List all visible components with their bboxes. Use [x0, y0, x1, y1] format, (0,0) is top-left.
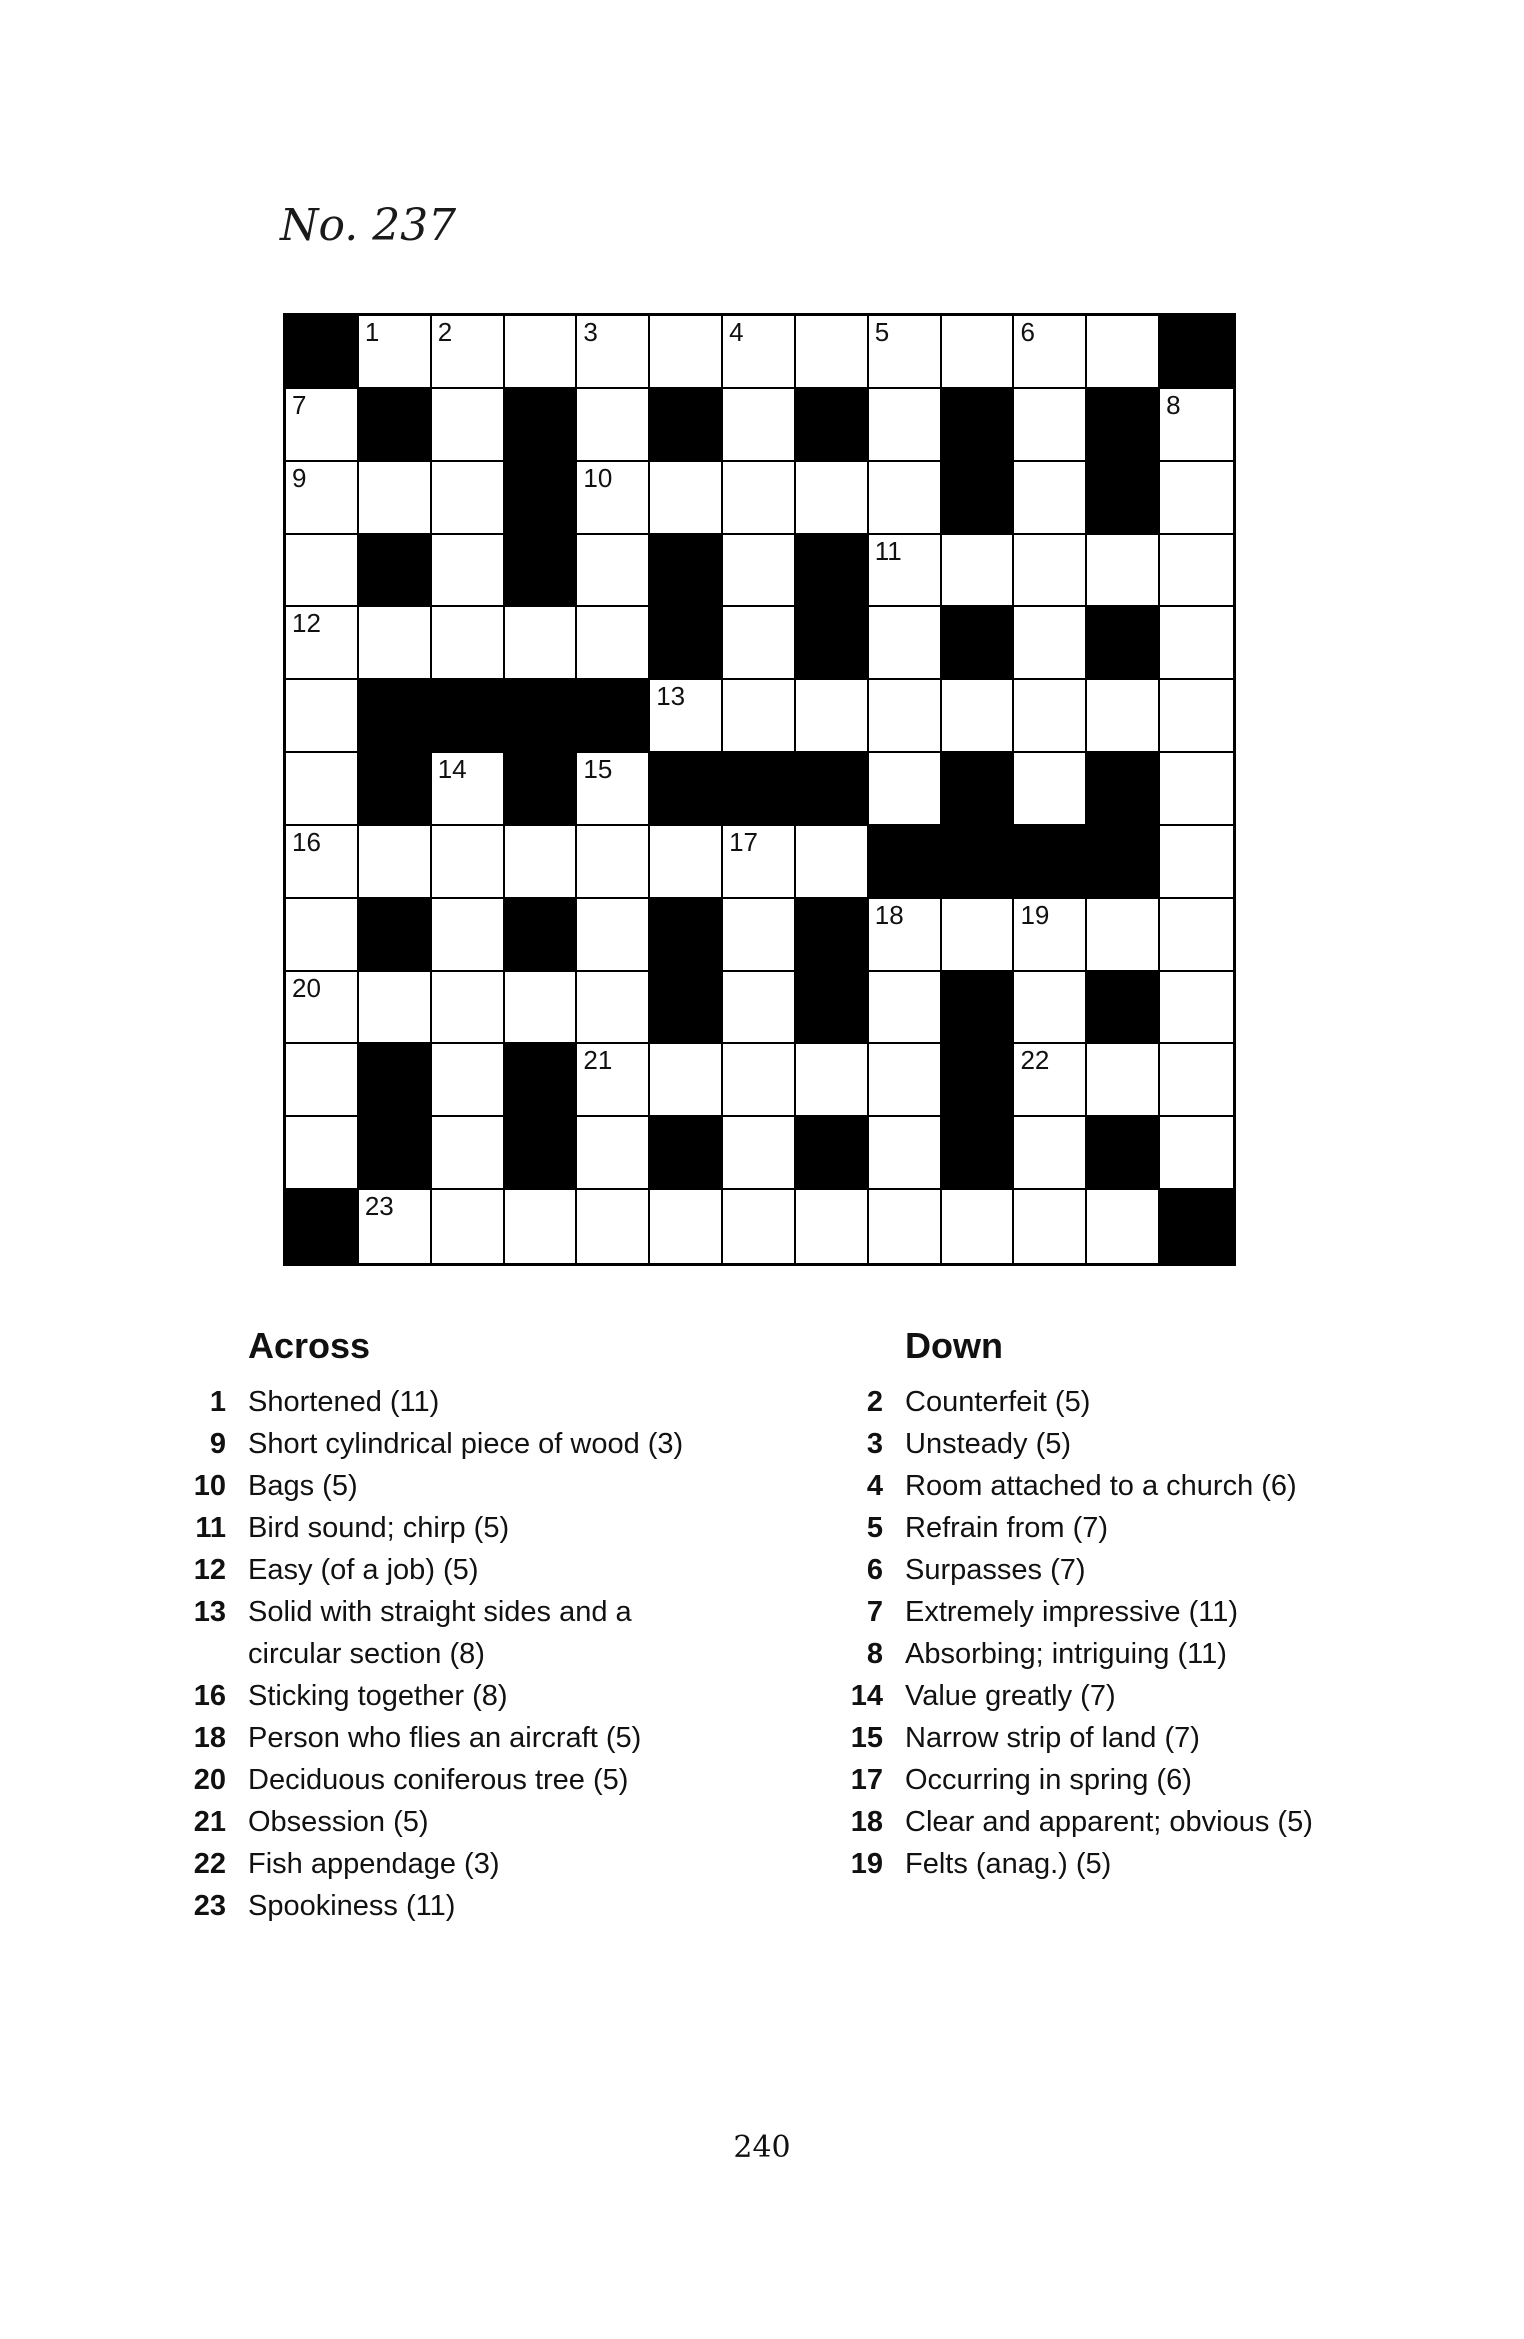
grid-cell[interactable] [723, 462, 796, 535]
clue-number: 10 [583, 462, 613, 493]
grid-cell[interactable] [1160, 389, 1233, 462]
clue-number: 1 [209, 1386, 226, 1418]
block-cell [796, 899, 869, 972]
grid-cell[interactable] [1087, 1044, 1160, 1117]
grid-cell[interactable] [286, 389, 359, 462]
block-cell [1160, 1190, 1233, 1263]
grid-cell[interactable] [796, 826, 869, 899]
grid-cell[interactable] [723, 972, 796, 1045]
clue-number: 16 [292, 826, 321, 857]
block-cell [505, 753, 578, 826]
clue-number: 7 [292, 389, 307, 420]
clue-number: 19 [1020, 899, 1050, 930]
clue-text: Shortened (11) [248, 1386, 440, 1418]
clue-number: 16 [193, 1680, 226, 1712]
grid-cell[interactable] [432, 462, 505, 535]
down-clue [837, 1423, 1357, 1465]
clue-number: 20 [193, 1764, 226, 1796]
grid-cell[interactable] [942, 535, 1015, 608]
grid-cell[interactable] [723, 899, 796, 972]
clue-text: Unsteady (5) [905, 1428, 1072, 1460]
grid-cell[interactable] [1160, 753, 1233, 826]
grid-cell[interactable] [577, 899, 650, 972]
block-cell [359, 899, 432, 972]
clue-number: 3 [583, 317, 598, 347]
grid-cell[interactable] [1160, 462, 1233, 535]
clue-text: Sticking together (8) [248, 1680, 508, 1712]
clue-number: 23 [193, 1890, 226, 1922]
clue-text: Spookiness (11) [248, 1890, 456, 1922]
block-cell [1087, 972, 1160, 1045]
down-clue [837, 1591, 1357, 1633]
grid-cell[interactable] [869, 1117, 942, 1190]
clue-text: Felts (anag.) (5) [905, 1848, 1112, 1880]
grid-cell[interactable] [942, 316, 1015, 389]
across-clue [180, 1381, 740, 1423]
grid-cell[interactable] [1014, 899, 1087, 972]
grid-cell[interactable] [1014, 753, 1087, 826]
clue-number: 6 [1020, 317, 1035, 347]
clue-text: Occurring in spring (6) [905, 1764, 1192, 1796]
grid-cell[interactable] [359, 972, 432, 1045]
clue-text: Absorbing; intriguing (11) [905, 1638, 1227, 1670]
grid-cell[interactable] [577, 535, 650, 608]
clue-text: Narrow strip of land (7) [905, 1722, 1200, 1754]
clue-number: 4 [729, 317, 744, 347]
down-clue [837, 1801, 1357, 1843]
grid-cell[interactable] [505, 972, 578, 1045]
down-clue [837, 1381, 1357, 1423]
block-cell [1160, 316, 1233, 389]
grid-cell[interactable] [723, 1044, 796, 1117]
grid-cell[interactable] [505, 1190, 578, 1263]
block-cell [942, 1044, 1015, 1117]
clue-number: 14 [437, 754, 467, 785]
block-cell [286, 1190, 359, 1263]
block-cell [650, 972, 723, 1045]
grid-cell[interactable] [1160, 826, 1233, 899]
grid-cell[interactable] [869, 316, 942, 389]
grid-cell[interactable] [723, 316, 796, 389]
clue-text: Deciduous coniferous tree (5) [248, 1764, 629, 1796]
block-cell [505, 1117, 578, 1190]
grid-cell[interactable] [796, 1190, 869, 1263]
grid-cell[interactable] [577, 1117, 650, 1190]
grid-cell[interactable] [650, 316, 723, 389]
grid-cell[interactable] [577, 826, 650, 899]
grid-cell[interactable] [1014, 1044, 1087, 1117]
down-clue [837, 1717, 1357, 1759]
down-clue [837, 1759, 1357, 1801]
block-cell [286, 316, 359, 389]
clue-number: 21 [583, 1045, 613, 1076]
grid-cell[interactable] [942, 680, 1015, 753]
clue-text: Value greatly (7) [905, 1680, 1116, 1712]
page-number: 240 [733, 2130, 791, 2165]
grid-cell[interactable] [432, 1190, 505, 1263]
grid-cell[interactable] [869, 389, 942, 462]
grid-cell[interactable] [869, 753, 942, 826]
grid-cell[interactable] [723, 1190, 796, 1263]
clue-number: 23 [364, 1191, 394, 1222]
grid-cell[interactable] [432, 1044, 505, 1117]
down-clue [837, 1843, 1357, 1885]
across-clue [180, 1801, 740, 1843]
grid-cell[interactable] [650, 462, 723, 535]
clue-text: Room attached to a church (6) [905, 1470, 1297, 1502]
grid-cell[interactable] [869, 462, 942, 535]
grid-cell[interactable] [1014, 535, 1087, 608]
grid-cell[interactable] [359, 316, 432, 389]
grid-cell[interactable] [650, 680, 723, 753]
grid-cell[interactable] [723, 607, 796, 680]
grid-cell[interactable] [286, 753, 359, 826]
clue-text: Fish appendage (3) [248, 1848, 500, 1880]
clue-number: 7 [866, 1596, 883, 1628]
clue-number: 12 [193, 1554, 226, 1586]
clue-text: Surpasses (7) [905, 1554, 1086, 1586]
block-cell [650, 535, 723, 608]
grid-cell[interactable] [1014, 607, 1087, 680]
clue-text: Counterfeit (5) [905, 1386, 1091, 1418]
block-cell [723, 753, 796, 826]
clue-number: 15 [583, 754, 613, 785]
clue-number: 22 [193, 1848, 226, 1880]
block-cell [650, 899, 723, 972]
clue-number: 6 [866, 1554, 883, 1586]
block-cell [505, 899, 578, 972]
across-clue [180, 1465, 740, 1507]
clue-number: 15 [850, 1722, 883, 1754]
grid-cell[interactable] [359, 826, 432, 899]
grid-cell[interactable] [577, 1190, 650, 1263]
grid-cell[interactable] [942, 899, 1015, 972]
grid-cell[interactable] [869, 535, 942, 608]
grid-cell[interactable] [577, 462, 650, 535]
clue-number: 20 [292, 972, 321, 1003]
grid-cell[interactable] [286, 826, 359, 899]
clue-number: 1 [364, 317, 380, 347]
block-cell [359, 535, 432, 608]
clue-number: 11 [874, 535, 902, 566]
block-cell [359, 753, 432, 826]
grid-cell[interactable] [577, 753, 650, 826]
grid-cell[interactable] [650, 1044, 723, 1117]
grid-cell[interactable] [723, 680, 796, 753]
crossword-grid [283, 313, 1236, 1266]
clue-number: 5 [866, 1512, 883, 1544]
block-cell [359, 389, 432, 462]
down-heading: Down [905, 1325, 1003, 1366]
block-cell [650, 389, 723, 462]
block-cell [796, 535, 869, 608]
grid-cell[interactable] [1014, 389, 1087, 462]
clue-number: 18 [193, 1722, 226, 1754]
grid-cell[interactable] [432, 607, 505, 680]
grid-cell[interactable] [723, 826, 796, 899]
grid-cell[interactable] [1160, 1044, 1233, 1117]
grid-cell[interactable] [577, 316, 650, 389]
block-cell [505, 462, 578, 535]
clue-text: Extremely impressive (11) [905, 1596, 1239, 1628]
grid-cell[interactable] [1014, 316, 1087, 389]
grid-cell[interactable] [869, 1044, 942, 1117]
block-cell [1087, 826, 1160, 899]
grid-cell[interactable] [1160, 899, 1233, 972]
grid-cell[interactable] [286, 899, 359, 972]
block-cell [1087, 607, 1160, 680]
block-cell [942, 389, 1015, 462]
clue-number: 19 [850, 1848, 883, 1880]
block-cell [796, 607, 869, 680]
down-clue [837, 1507, 1357, 1549]
grid-cell[interactable] [359, 1190, 432, 1263]
block-cell [869, 826, 942, 899]
across-clue [180, 1507, 740, 1549]
clue-number [180, 1633, 226, 1675]
grid-cell[interactable] [286, 462, 359, 535]
grid-cell[interactable] [650, 1190, 723, 1263]
down-clue [837, 1633, 1357, 1675]
block-cell [577, 680, 650, 753]
down-clue [837, 1465, 1357, 1507]
grid-cell[interactable] [286, 1044, 359, 1117]
block-cell [796, 972, 869, 1045]
grid-cell[interactable] [432, 899, 505, 972]
grid-cell[interactable] [723, 1117, 796, 1190]
across-clue [180, 1759, 740, 1801]
grid-cell[interactable] [796, 1044, 869, 1117]
across-clue [180, 1843, 740, 1885]
grid-cell[interactable] [1160, 607, 1233, 680]
grid-cell[interactable] [505, 316, 578, 389]
block-cell [359, 1044, 432, 1117]
grid-cell[interactable] [1160, 972, 1233, 1045]
across-clues [180, 1325, 740, 1927]
clue-number: 2 [437, 317, 453, 347]
grid-cell[interactable] [359, 462, 432, 535]
grid-cell[interactable] [432, 826, 505, 899]
clue-text: Bird sound; chirp (5) [248, 1512, 510, 1544]
clue-number: 4 [866, 1470, 883, 1502]
block-cell [942, 972, 1015, 1045]
clue-text: Refrain from (7) [905, 1512, 1109, 1544]
grid-cell[interactable] [1087, 680, 1160, 753]
clue-text: Short cylindrical piece of wood (3) [248, 1428, 684, 1460]
grid-cell[interactable] [577, 389, 650, 462]
grid-cell[interactable] [1014, 680, 1087, 753]
grid-cell[interactable] [286, 607, 359, 680]
clue-number: 9 [292, 462, 307, 493]
grid-cell[interactable] [432, 753, 505, 826]
across-clue [180, 1885, 740, 1927]
clue-number: 2 [866, 1386, 883, 1418]
clue-text: Person who flies an aircraft (5) [248, 1722, 642, 1754]
grid-cell[interactable] [286, 680, 359, 753]
grid-cell[interactable] [1087, 535, 1160, 608]
clue-number: 21 [193, 1806, 226, 1838]
block-cell [359, 680, 432, 753]
clue-number: 18 [874, 899, 904, 930]
block-cell [1014, 826, 1087, 899]
clue-text: Bags (5) [248, 1470, 358, 1502]
grid-cell[interactable] [286, 535, 359, 608]
across-clue [180, 1423, 740, 1465]
grid-cell[interactable] [286, 972, 359, 1045]
block-cell [942, 826, 1015, 899]
clue-text: Easy (of a job) (5) [248, 1554, 479, 1586]
block-cell [942, 607, 1015, 680]
block-cell [796, 389, 869, 462]
grid-cell[interactable] [432, 1117, 505, 1190]
clue-text: circular section (8) [248, 1638, 485, 1670]
grid-cell[interactable] [1160, 1117, 1233, 1190]
across-clue [180, 1717, 740, 1759]
grid-cell[interactable] [1160, 535, 1233, 608]
block-cell [505, 1044, 578, 1117]
grid-cell[interactable] [723, 535, 796, 608]
grid-cell[interactable] [505, 826, 578, 899]
clue-number: 22 [1020, 1045, 1050, 1076]
down-clue [837, 1549, 1357, 1591]
grid-cell[interactable] [796, 462, 869, 535]
grid-cell[interactable] [286, 1117, 359, 1190]
block-cell [650, 1117, 723, 1190]
block-cell [505, 535, 578, 608]
block-cell [796, 1117, 869, 1190]
clue-number: 8 [866, 1638, 883, 1670]
block-cell [1087, 389, 1160, 462]
block-cell [650, 753, 723, 826]
clue-text: Clear and apparent; obvious (5) [905, 1806, 1313, 1838]
grid-cell[interactable] [1087, 316, 1160, 389]
grid-cell[interactable] [796, 316, 869, 389]
grid-cell[interactable] [869, 899, 942, 972]
clue-number: 5 [874, 317, 890, 347]
grid-cell[interactable] [650, 826, 723, 899]
puzzle-title: No. 237 [280, 200, 457, 251]
grid-cell[interactable] [1160, 680, 1233, 753]
block-cell [942, 753, 1015, 826]
grid-cell[interactable] [1087, 899, 1160, 972]
clue-number: 17 [850, 1764, 883, 1796]
clue-number: 13 [193, 1596, 226, 1628]
block-cell [505, 389, 578, 462]
clue-number: 3 [866, 1428, 883, 1460]
clue-number: 8 [1166, 389, 1181, 420]
across-clue [180, 1591, 740, 1633]
block-cell [432, 680, 505, 753]
grid-cell[interactable] [1014, 1117, 1087, 1190]
across-clue-list [180, 1381, 740, 1927]
block-cell [942, 462, 1015, 535]
grid-cell[interactable] [577, 1044, 650, 1117]
down-clue-list [837, 1381, 1357, 1885]
clue-text: Obsession (5) [248, 1806, 429, 1838]
grid-cell[interactable] [796, 680, 869, 753]
grid-cell[interactable] [1014, 462, 1087, 535]
clue-number: 18 [850, 1806, 883, 1838]
across-clue [180, 1675, 740, 1717]
grid-cell[interactable] [505, 607, 578, 680]
clue-text: Solid with straight sides and a [248, 1596, 632, 1628]
grid-cell[interactable] [577, 972, 650, 1045]
grid-cell[interactable] [432, 972, 505, 1045]
block-cell [650, 607, 723, 680]
grid-cell[interactable] [869, 680, 942, 753]
block-cell [796, 753, 869, 826]
block-cell [505, 680, 578, 753]
down-clues [837, 1325, 1357, 1885]
grid-cell[interactable] [869, 1190, 942, 1263]
grid-cell[interactable] [359, 607, 432, 680]
across-clue [180, 1549, 740, 1591]
block-cell [1087, 753, 1160, 826]
across-clue [180, 1633, 740, 1675]
grid-cell[interactable] [1014, 1190, 1087, 1263]
grid-cell[interactable] [942, 1190, 1015, 1263]
grid-cell[interactable] [869, 607, 942, 680]
grid-cell[interactable] [432, 535, 505, 608]
clue-number: 12 [292, 608, 321, 639]
grid-cell[interactable] [1014, 972, 1087, 1045]
clue-number: 11 [195, 1512, 226, 1544]
clue-number: 10 [193, 1470, 226, 1502]
grid-cell[interactable] [432, 389, 505, 462]
block-cell [359, 1117, 432, 1190]
block-cell [1087, 1117, 1160, 1190]
clue-number: 17 [729, 826, 758, 857]
grid-cell[interactable] [869, 972, 942, 1045]
grid-cell[interactable] [1087, 1190, 1160, 1263]
clue-number: 13 [656, 681, 686, 712]
down-clue [837, 1675, 1357, 1717]
grid-cell[interactable] [723, 389, 796, 462]
clue-number: 9 [209, 1428, 226, 1460]
grid-cell[interactable] [432, 316, 505, 389]
clue-number: 14 [850, 1680, 883, 1712]
block-cell [1087, 462, 1160, 535]
grid-cell[interactable] [577, 607, 650, 680]
block-cell [942, 1117, 1015, 1190]
across-heading: Across [248, 1325, 371, 1366]
